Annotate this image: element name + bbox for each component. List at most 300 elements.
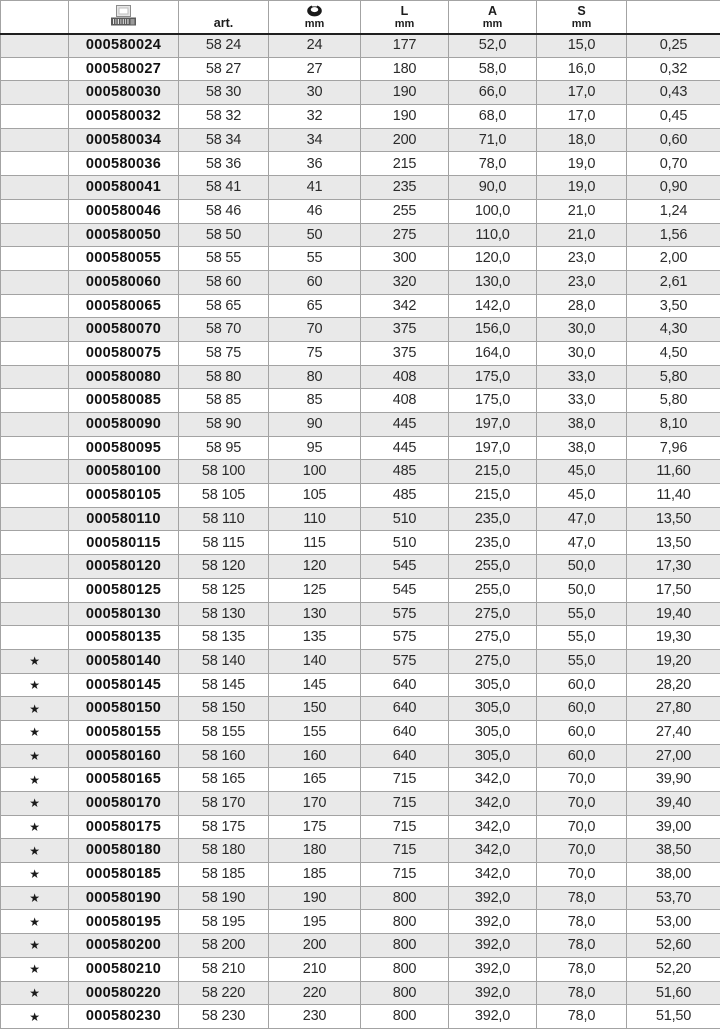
- cell-ean: 000580175: [69, 815, 179, 839]
- cell-size: 30: [269, 81, 361, 105]
- cell-art: 58 160: [179, 744, 269, 768]
- cell-ean: 000580125: [69, 578, 179, 602]
- header-favorite-column: [1, 1, 69, 34]
- table-row: [1, 815, 720, 839]
- header-l-unit: mm: [361, 18, 448, 30]
- cell-size: 125: [269, 578, 361, 602]
- cell-a: 305,0: [449, 673, 537, 697]
- cell-size: 145: [269, 673, 361, 697]
- cell-art: 58 100: [179, 460, 269, 484]
- table-row: [1, 247, 720, 271]
- cell-weight: 27,80: [627, 697, 720, 721]
- cell-weight: 1,24: [627, 199, 720, 223]
- header-weight-column: [627, 1, 720, 34]
- cell-art: 58 65: [179, 294, 269, 318]
- cell-ean: 000580085: [69, 389, 179, 413]
- cell-l: 275: [361, 223, 449, 247]
- cell-weight: 52,20: [627, 957, 720, 981]
- cell-a: 197,0: [449, 413, 537, 437]
- cell-fav: [1, 460, 69, 484]
- cell-s: 78,0: [537, 886, 627, 910]
- cell-l: 300: [361, 247, 449, 271]
- cell-fav: [1, 105, 69, 129]
- cell-a: 342,0: [449, 792, 537, 816]
- cell-weight: 27,00: [627, 744, 720, 768]
- cell-s: 16,0: [537, 57, 627, 81]
- cell-a: 342,0: [449, 839, 537, 863]
- cell-ean: 000580120: [69, 555, 179, 579]
- cell-fav: [1, 365, 69, 389]
- cell-l: 320: [361, 270, 449, 294]
- cell-a: 90,0: [449, 176, 537, 200]
- cell-ean: 000580145: [69, 673, 179, 697]
- cell-l: 640: [361, 697, 449, 721]
- cell-fav: ★: [1, 649, 69, 673]
- cell-a: 68,0: [449, 105, 537, 129]
- header-s-column: [537, 1, 627, 34]
- header-a-unit: mm: [449, 18, 536, 30]
- cell-s: 38,0: [537, 413, 627, 437]
- table-row: [1, 460, 720, 484]
- cell-s: 47,0: [537, 507, 627, 531]
- cell-weight: 53,70: [627, 886, 720, 910]
- cell-a: 78,0: [449, 152, 537, 176]
- cell-weight: 0,45: [627, 105, 720, 129]
- cell-size: 160: [269, 744, 361, 768]
- cell-s: 50,0: [537, 578, 627, 602]
- cell-l: 190: [361, 81, 449, 105]
- cell-size: 27: [269, 57, 361, 81]
- cell-size: 155: [269, 720, 361, 744]
- cell-ean: 000580036: [69, 152, 179, 176]
- cell-art: 58 32: [179, 105, 269, 129]
- cell-size: 165: [269, 768, 361, 792]
- cell-l: 375: [361, 341, 449, 365]
- cell-fav: [1, 484, 69, 508]
- cell-size: 60: [269, 270, 361, 294]
- cell-fav: [1, 578, 69, 602]
- cell-ean: 000580220: [69, 981, 179, 1005]
- cell-s: 78,0: [537, 910, 627, 934]
- cell-fav: [1, 318, 69, 342]
- cell-size: 170: [269, 792, 361, 816]
- cell-s: 28,0: [537, 294, 627, 318]
- cell-s: 17,0: [537, 81, 627, 105]
- cell-l: 485: [361, 460, 449, 484]
- table-row: [1, 910, 720, 934]
- cell-l: 177: [361, 34, 449, 58]
- cell-size: 175: [269, 815, 361, 839]
- cell-weight: 52,60: [627, 934, 720, 958]
- cell-ean: 000580075: [69, 341, 179, 365]
- cell-l: 545: [361, 578, 449, 602]
- cell-s: 60,0: [537, 673, 627, 697]
- cell-weight: 51,60: [627, 981, 720, 1005]
- cell-art: 58 70: [179, 318, 269, 342]
- table-row: [1, 152, 720, 176]
- cell-art: 58 150: [179, 697, 269, 721]
- cell-size: 32: [269, 105, 361, 129]
- cell-a: 255,0: [449, 555, 537, 579]
- cell-a: 392,0: [449, 1005, 537, 1029]
- cell-fav: [1, 57, 69, 81]
- cell-ean: 000580070: [69, 318, 179, 342]
- cell-s: 45,0: [537, 484, 627, 508]
- cell-ean: 000580065: [69, 294, 179, 318]
- cell-size: 200: [269, 934, 361, 958]
- cell-s: 18,0: [537, 128, 627, 152]
- cell-l: 800: [361, 981, 449, 1005]
- table-row: [1, 436, 720, 460]
- cell-a: 305,0: [449, 744, 537, 768]
- cell-weight: 1,56: [627, 223, 720, 247]
- table-row: [1, 341, 720, 365]
- cell-a: 392,0: [449, 934, 537, 958]
- cell-size: 135: [269, 626, 361, 650]
- cell-ean: 000580150: [69, 697, 179, 721]
- cell-fav: [1, 602, 69, 626]
- header-art-label: art.: [179, 17, 268, 30]
- cell-s: 21,0: [537, 199, 627, 223]
- cell-ean: 000580160: [69, 744, 179, 768]
- table-row: [1, 720, 720, 744]
- cell-ean: 000580165: [69, 768, 179, 792]
- cell-fav: ★: [1, 697, 69, 721]
- cell-size: 230: [269, 1005, 361, 1029]
- cell-l: 342: [361, 294, 449, 318]
- table-row: [1, 555, 720, 579]
- cell-ean: 000580030: [69, 81, 179, 105]
- cell-a: 392,0: [449, 886, 537, 910]
- cell-art: 58 85: [179, 389, 269, 413]
- cell-size: 55: [269, 247, 361, 271]
- cell-size: 130: [269, 602, 361, 626]
- cell-size: 110: [269, 507, 361, 531]
- cell-weight: 13,50: [627, 507, 720, 531]
- cell-size: 50: [269, 223, 361, 247]
- cell-l: 575: [361, 649, 449, 673]
- cell-ean: 000580170: [69, 792, 179, 816]
- cell-weight: 0,70: [627, 152, 720, 176]
- cell-a: 52,0: [449, 34, 537, 58]
- cell-art: 58 140: [179, 649, 269, 673]
- cell-a: 156,0: [449, 318, 537, 342]
- table-row: [1, 365, 720, 389]
- cell-s: 33,0: [537, 365, 627, 389]
- cell-size: 105: [269, 484, 361, 508]
- cell-weight: 27,40: [627, 720, 720, 744]
- cell-size: 46: [269, 199, 361, 223]
- cell-art: 58 105: [179, 484, 269, 508]
- cell-s: 78,0: [537, 1005, 627, 1029]
- cell-l: 715: [361, 792, 449, 816]
- cell-l: 715: [361, 839, 449, 863]
- cell-ean: 000580115: [69, 531, 179, 555]
- cell-a: 392,0: [449, 981, 537, 1005]
- cell-size: 140: [269, 649, 361, 673]
- cell-art: 58 80: [179, 365, 269, 389]
- cell-size: 115: [269, 531, 361, 555]
- cell-weight: 3,50: [627, 294, 720, 318]
- header-size-unit: mm: [269, 18, 360, 30]
- cell-l: 200: [361, 128, 449, 152]
- cell-art: 58 185: [179, 863, 269, 887]
- cell-s: 45,0: [537, 460, 627, 484]
- cell-ean: 000580034: [69, 128, 179, 152]
- cell-weight: 0,25: [627, 34, 720, 58]
- cell-s: 17,0: [537, 105, 627, 129]
- table-row: [1, 413, 720, 437]
- table-row: [1, 34, 720, 58]
- cell-weight: 53,00: [627, 910, 720, 934]
- cell-art: 58 230: [179, 1005, 269, 1029]
- cell-a: 392,0: [449, 957, 537, 981]
- cell-fav: [1, 270, 69, 294]
- cell-ean: 000580185: [69, 863, 179, 887]
- cell-l: 510: [361, 531, 449, 555]
- cell-fav: ★: [1, 673, 69, 697]
- cell-fav: ★: [1, 1005, 69, 1029]
- cell-weight: 5,80: [627, 365, 720, 389]
- cell-fav: [1, 507, 69, 531]
- cell-s: 55,0: [537, 602, 627, 626]
- cell-a: 164,0: [449, 341, 537, 365]
- cell-weight: 0,43: [627, 81, 720, 105]
- cell-weight: 2,00: [627, 247, 720, 271]
- table-row: [1, 176, 720, 200]
- cell-l: 640: [361, 720, 449, 744]
- cell-size: 185: [269, 863, 361, 887]
- cell-size: 190: [269, 886, 361, 910]
- cell-l: 408: [361, 389, 449, 413]
- cell-s: 60,0: [537, 720, 627, 744]
- cell-a: 255,0: [449, 578, 537, 602]
- table-body: [1, 34, 720, 1029]
- cell-l: 640: [361, 673, 449, 697]
- cell-ean: 000580100: [69, 460, 179, 484]
- cell-art: 58 195: [179, 910, 269, 934]
- cell-fav: ★: [1, 863, 69, 887]
- cell-fav: [1, 152, 69, 176]
- cell-fav: [1, 341, 69, 365]
- cell-s: 50,0: [537, 555, 627, 579]
- table-row: [1, 863, 720, 887]
- cell-s: 78,0: [537, 957, 627, 981]
- cell-s: 78,0: [537, 934, 627, 958]
- header-a-label: A: [449, 5, 536, 18]
- cell-fav: [1, 294, 69, 318]
- cell-size: 95: [269, 436, 361, 460]
- cell-weight: 28,20: [627, 673, 720, 697]
- cell-s: 19,0: [537, 176, 627, 200]
- cell-a: 110,0: [449, 223, 537, 247]
- cell-l: 715: [361, 815, 449, 839]
- cell-a: 100,0: [449, 199, 537, 223]
- cell-s: 70,0: [537, 792, 627, 816]
- cell-size: 85: [269, 389, 361, 413]
- header-s-unit: mm: [537, 18, 626, 30]
- cell-l: 715: [361, 768, 449, 792]
- cell-a: 392,0: [449, 910, 537, 934]
- cell-s: 30,0: [537, 318, 627, 342]
- cell-ean: 000580190: [69, 886, 179, 910]
- cell-a: 275,0: [449, 602, 537, 626]
- cell-art: 58 95: [179, 436, 269, 460]
- cell-weight: 5,80: [627, 389, 720, 413]
- header-a-column: [449, 1, 537, 34]
- cell-size: 180: [269, 839, 361, 863]
- cell-weight: 39,00: [627, 815, 720, 839]
- cell-art: 58 90: [179, 413, 269, 437]
- cell-ean: 000580195: [69, 910, 179, 934]
- cell-weight: 4,50: [627, 341, 720, 365]
- cell-weight: 38,50: [627, 839, 720, 863]
- cell-s: 23,0: [537, 247, 627, 271]
- cell-ean: 000580110: [69, 507, 179, 531]
- cell-art: 58 210: [179, 957, 269, 981]
- cell-fav: ★: [1, 792, 69, 816]
- table-row: [1, 886, 720, 910]
- cell-weight: 19,30: [627, 626, 720, 650]
- cell-l: 715: [361, 863, 449, 887]
- cell-l: 800: [361, 886, 449, 910]
- cell-size: 80: [269, 365, 361, 389]
- cell-art: 58 36: [179, 152, 269, 176]
- cell-art: 58 180: [179, 839, 269, 863]
- wrench-size-icon: [269, 4, 360, 17]
- cell-a: 215,0: [449, 460, 537, 484]
- cell-art: 58 41: [179, 176, 269, 200]
- cell-l: 190: [361, 105, 449, 129]
- table-row: [1, 768, 720, 792]
- cell-art: 58 125: [179, 578, 269, 602]
- cell-ean: 000580155: [69, 720, 179, 744]
- table-row: [1, 318, 720, 342]
- cell-s: 70,0: [537, 839, 627, 863]
- cell-fav: [1, 176, 69, 200]
- cell-art: 58 75: [179, 341, 269, 365]
- cell-ean: 000580041: [69, 176, 179, 200]
- cell-s: 47,0: [537, 531, 627, 555]
- cell-size: 70: [269, 318, 361, 342]
- cell-l: 445: [361, 436, 449, 460]
- cell-l: 800: [361, 934, 449, 958]
- cell-l: 510: [361, 507, 449, 531]
- cell-art: 58 34: [179, 128, 269, 152]
- cell-s: 55,0: [537, 626, 627, 650]
- cell-ean: 000580080: [69, 365, 179, 389]
- cell-size: 210: [269, 957, 361, 981]
- cell-a: 71,0: [449, 128, 537, 152]
- cell-weight: 11,60: [627, 460, 720, 484]
- cell-l: 215: [361, 152, 449, 176]
- cell-a: 275,0: [449, 649, 537, 673]
- cell-l: 800: [361, 1005, 449, 1029]
- cell-size: 34: [269, 128, 361, 152]
- cell-a: 130,0: [449, 270, 537, 294]
- cell-l: 800: [361, 957, 449, 981]
- header-ean-column: [69, 1, 179, 34]
- cell-art: 58 60: [179, 270, 269, 294]
- cell-l: 180: [361, 57, 449, 81]
- cell-art: 58 170: [179, 792, 269, 816]
- cell-fav: ★: [1, 720, 69, 744]
- cell-ean: 000580135: [69, 626, 179, 650]
- cell-fav: ★: [1, 981, 69, 1005]
- cell-s: 70,0: [537, 863, 627, 887]
- cell-s: 33,0: [537, 389, 627, 413]
- cell-art: 58 165: [179, 768, 269, 792]
- header-size-column: [269, 1, 361, 34]
- cell-art: 58 30: [179, 81, 269, 105]
- cell-a: 235,0: [449, 507, 537, 531]
- cell-s: 30,0: [537, 341, 627, 365]
- cell-fav: [1, 389, 69, 413]
- cell-size: 120: [269, 555, 361, 579]
- cell-ean: 000580105: [69, 484, 179, 508]
- cell-weight: 19,40: [627, 602, 720, 626]
- table-row: [1, 649, 720, 673]
- cell-size: 195: [269, 910, 361, 934]
- cell-fav: [1, 199, 69, 223]
- cell-weight: 39,90: [627, 768, 720, 792]
- table-row: [1, 57, 720, 81]
- table-row: [1, 981, 720, 1005]
- table-row: [1, 484, 720, 508]
- cell-ean: 000580200: [69, 934, 179, 958]
- cell-ean: 000580024: [69, 34, 179, 58]
- cell-size: 65: [269, 294, 361, 318]
- cell-fav: [1, 413, 69, 437]
- header-s-label: S: [537, 5, 626, 18]
- cell-fav: [1, 626, 69, 650]
- cell-l: 408: [361, 365, 449, 389]
- table-row: [1, 105, 720, 129]
- cell-weight: 39,40: [627, 792, 720, 816]
- cell-art: 58 24: [179, 34, 269, 58]
- table-row: [1, 578, 720, 602]
- cell-weight: 0,32: [627, 57, 720, 81]
- cell-weight: 51,50: [627, 1005, 720, 1029]
- cell-l: 575: [361, 602, 449, 626]
- header-row: [1, 1, 720, 34]
- table-row: [1, 389, 720, 413]
- cell-fav: ★: [1, 886, 69, 910]
- table-header: [1, 1, 720, 34]
- cell-a: 235,0: [449, 531, 537, 555]
- cell-l: 575: [361, 626, 449, 650]
- cell-weight: 11,40: [627, 484, 720, 508]
- cell-weight: 13,50: [627, 531, 720, 555]
- cell-ean: 000580090: [69, 413, 179, 437]
- cell-ean: 000580050: [69, 223, 179, 247]
- cell-s: 60,0: [537, 697, 627, 721]
- cell-weight: 0,90: [627, 176, 720, 200]
- cell-s: 60,0: [537, 744, 627, 768]
- table-row: [1, 128, 720, 152]
- cell-weight: 17,30: [627, 555, 720, 579]
- cell-a: 175,0: [449, 389, 537, 413]
- cell-art: 58 190: [179, 886, 269, 910]
- cell-ean: 000580055: [69, 247, 179, 271]
- cell-size: 24: [269, 34, 361, 58]
- cell-weight: 8,10: [627, 413, 720, 437]
- cell-ean: 000580032: [69, 105, 179, 129]
- cell-a: 305,0: [449, 720, 537, 744]
- table-row: [1, 507, 720, 531]
- cell-fav: ★: [1, 768, 69, 792]
- cell-ean: 000580060: [69, 270, 179, 294]
